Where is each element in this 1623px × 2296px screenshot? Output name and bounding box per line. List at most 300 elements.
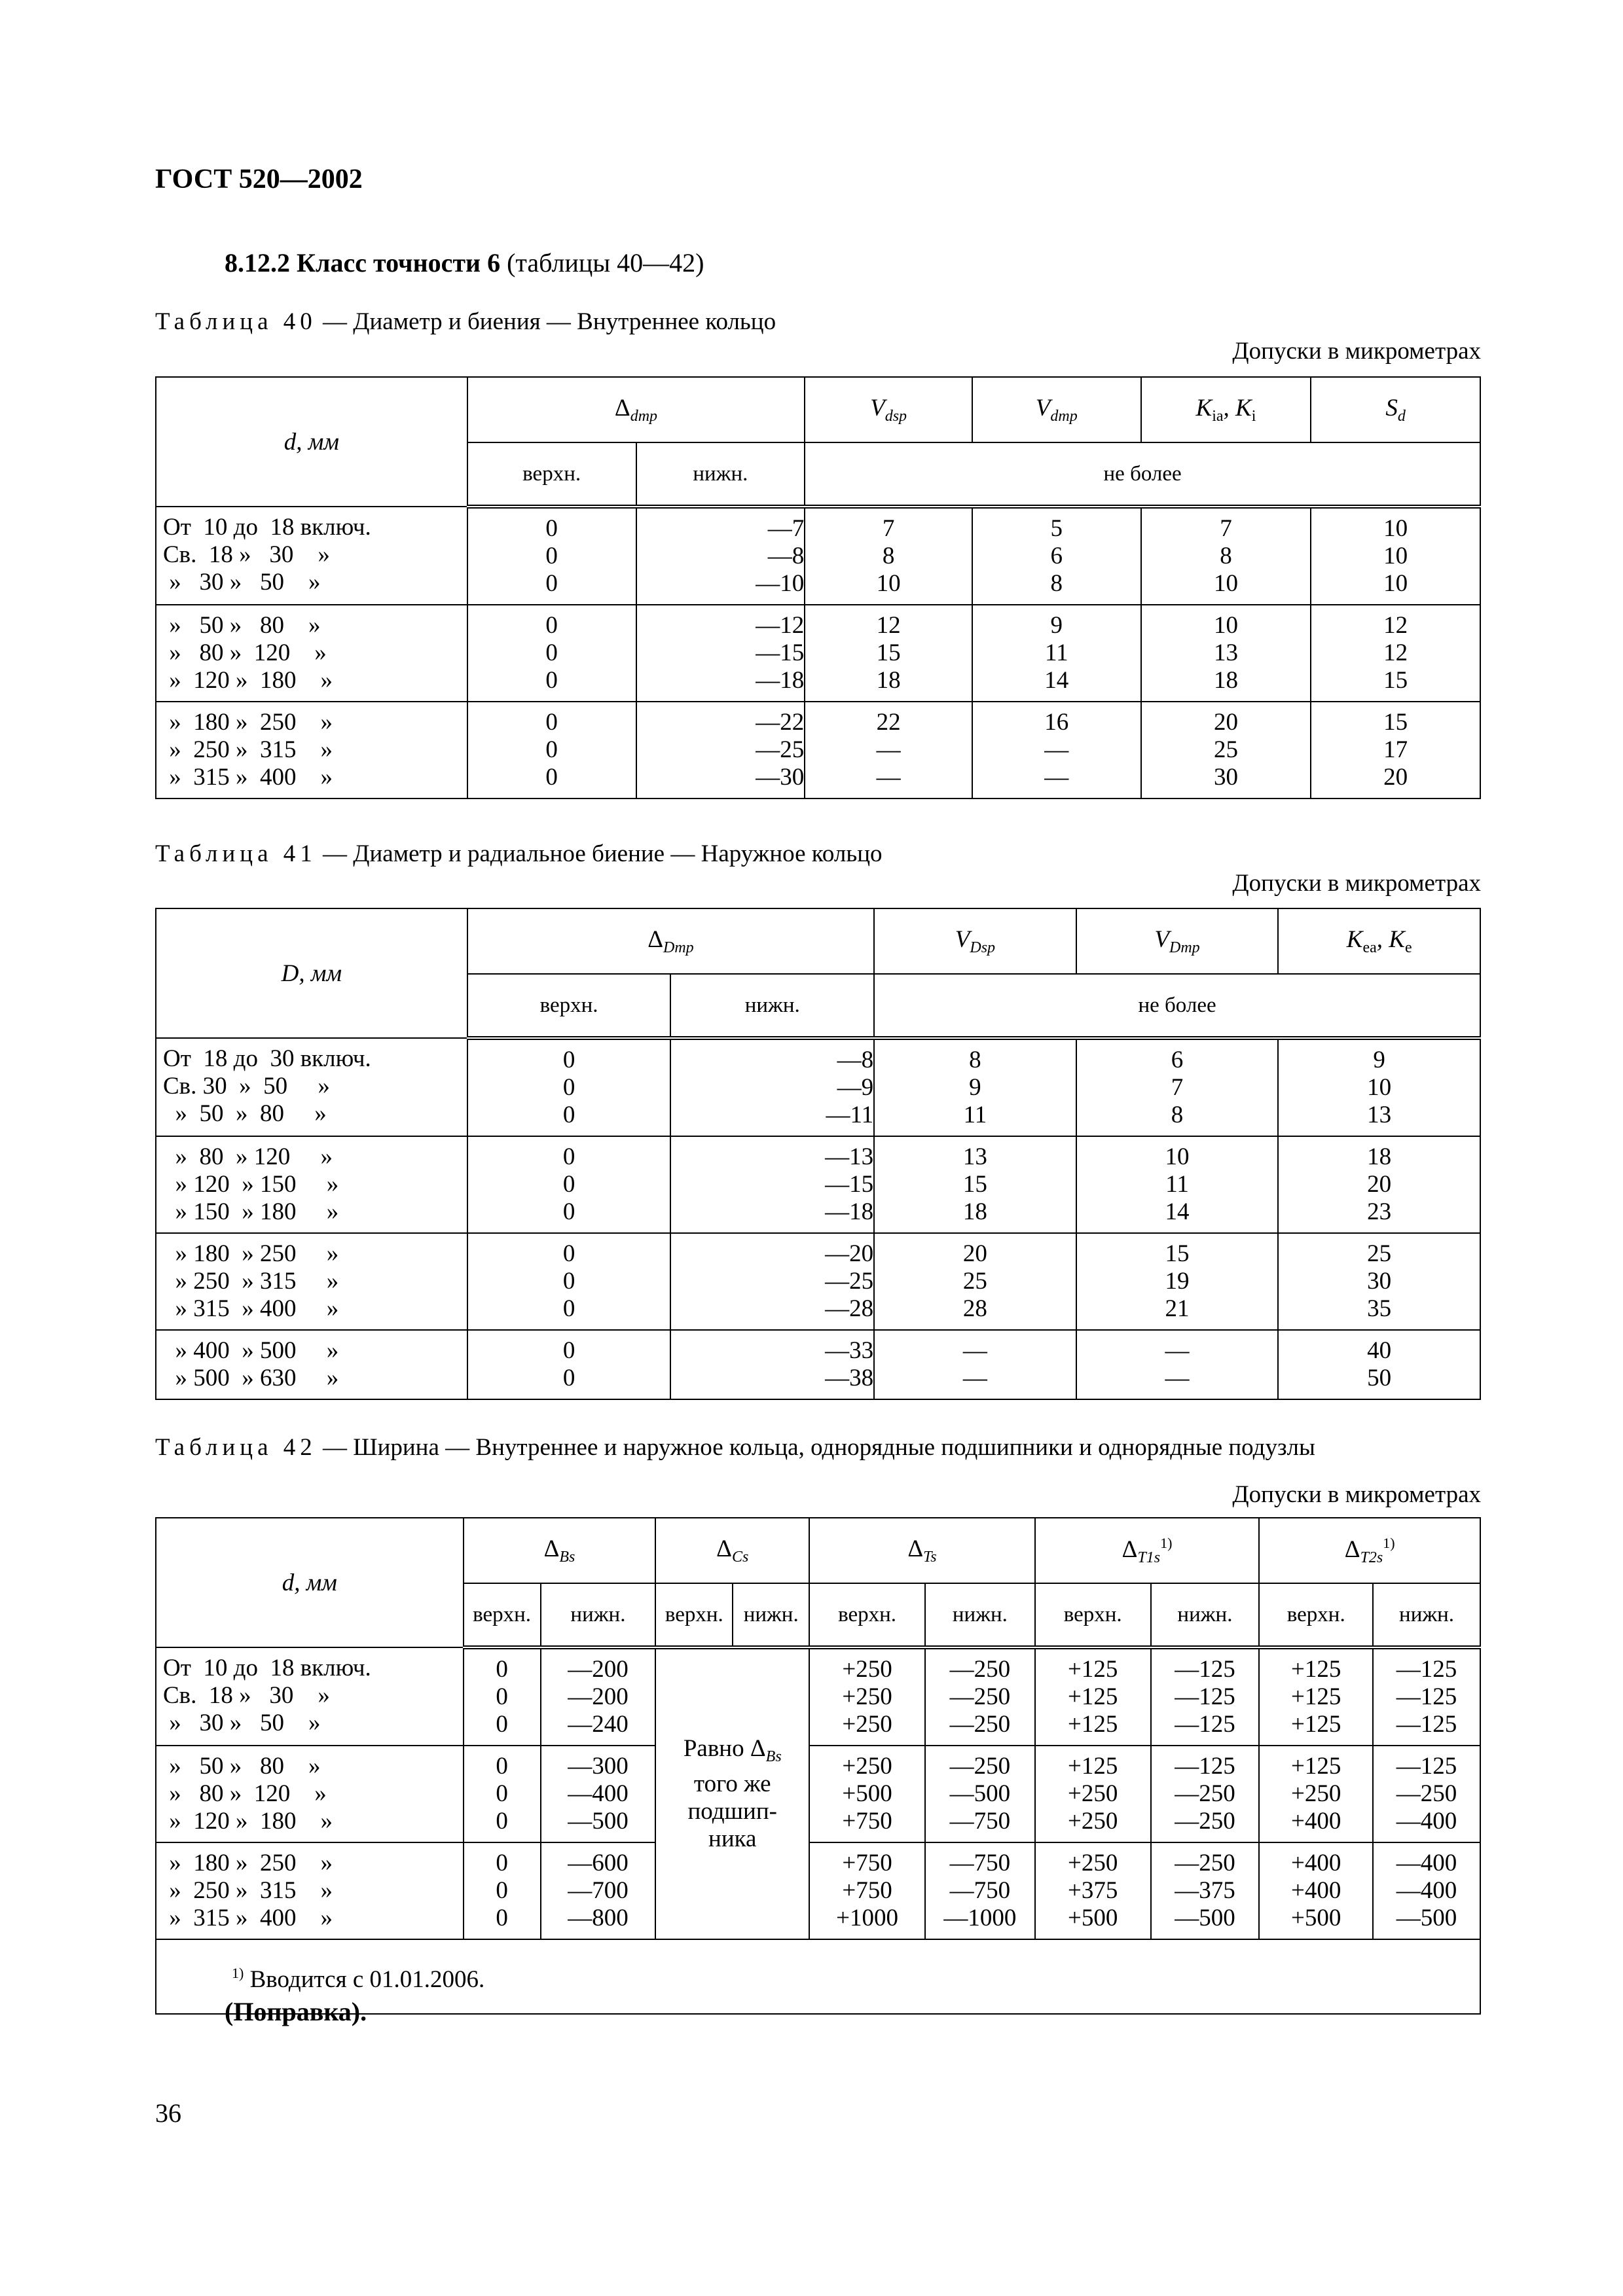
table42-units: Допуски в микрометрах <box>1232 1481 1481 1508</box>
cell-value: » 180 » 250 » <box>163 1850 333 1876</box>
cell-value: +400 <box>1291 1808 1341 1835</box>
cell-value: +125 <box>1291 1683 1341 1710</box>
value-cell-lines <box>1036 1656 1150 1738</box>
value-cell <box>1259 1842 1373 1939</box>
value-cell <box>670 1038 874 1136</box>
cell-value: 0 <box>545 543 558 569</box>
cell-value: 0 <box>562 1337 575 1364</box>
cell-value: —400 <box>568 1780 629 1807</box>
col-subheader-upper: верхн. <box>464 1583 541 1647</box>
cell-value: 40 <box>1367 1337 1392 1364</box>
value-cell-lines <box>468 612 636 694</box>
merged-sub: Bs <box>765 1748 782 1765</box>
cell-value: 0 <box>496 1753 508 1780</box>
amendment-note: (Поправка). <box>225 1997 367 2026</box>
merged-line: того же <box>693 1770 771 1797</box>
row-label-cell <box>156 1746 464 1842</box>
cell-value: » 120 » 180 » <box>163 1808 333 1835</box>
value-cell-lines <box>1152 1850 1259 1932</box>
cell-value: —250 <box>1396 1780 1457 1807</box>
cell-value: +250 <box>842 1711 892 1738</box>
cell-value: —250 <box>949 1656 1011 1683</box>
col-header-sd: $S_d$ <box>1311 377 1480 442</box>
cell-value: 10 <box>1383 570 1408 597</box>
section-number: 8.12.2 <box>225 248 290 278</box>
cell-value: +125 <box>1067 1711 1118 1738</box>
value-cell-lines <box>810 1656 924 1738</box>
value-cell-lines <box>1152 1753 1259 1835</box>
value-cell <box>1141 605 1311 702</box>
value-cell <box>805 702 972 798</box>
row-label-cell <box>156 1647 464 1746</box>
cell-value: » 500 » 630 » <box>163 1365 339 1391</box>
cell-value: » 315 » 400 » <box>163 1905 333 1931</box>
value-cell-lines <box>875 1337 1076 1392</box>
cell-value: 7 <box>1171 1074 1184 1101</box>
cell-value: —250 <box>1175 1850 1235 1876</box>
value-cell <box>1373 1746 1480 1842</box>
col-header-delta-Dmp: $\Delta_{Dmp}$ <box>467 908 874 974</box>
value-cell <box>1373 1842 1480 1939</box>
value-cell-lines <box>1142 612 1311 694</box>
value-cell-lines <box>1311 515 1480 598</box>
cell-value: —200 <box>568 1656 629 1683</box>
cell-value: 0 <box>562 1171 575 1198</box>
section-title: Класс точности 6 <box>297 248 501 278</box>
value-cell-lines <box>973 612 1140 694</box>
col-header-vDsp: $V_{Dsp}$ <box>874 908 1076 974</box>
cell-value: —750 <box>949 1877 1011 1904</box>
cell-value: —750 <box>949 1808 1011 1835</box>
cell-value: —125 <box>1175 1753 1235 1780</box>
cell-value: 18 <box>876 667 901 694</box>
cell-value: — <box>1044 736 1069 763</box>
value-cell-lines <box>805 612 972 694</box>
footnote-text: Вводится с 01.01.2006. <box>249 1966 485 1993</box>
cell-value: Св. 18 » 30 » <box>163 1682 330 1709</box>
value-cell <box>1076 1233 1279 1330</box>
row-label-cell <box>156 1842 464 1939</box>
col-subheader-upper: верхн. <box>467 974 671 1038</box>
value-cell-lines <box>541 1656 655 1738</box>
cell-value: » 120 » 150 » <box>163 1171 339 1198</box>
cell-value: —300 <box>568 1753 629 1780</box>
merged-line: подшип- <box>687 1798 777 1825</box>
col-subheader-upper: верхн. <box>655 1583 733 1647</box>
footnote-mark: 1) <box>232 1965 244 1981</box>
table-row-group <box>156 1136 1480 1233</box>
value-cell <box>467 1233 671 1330</box>
cell-value: От 10 до 18 включ. <box>163 1655 371 1681</box>
row-label-cell-lines <box>163 1753 463 1835</box>
cell-value: +500 <box>1067 1905 1118 1931</box>
cell-value: 20 <box>1367 1171 1392 1198</box>
value-cell <box>670 1330 874 1399</box>
value-cell <box>805 507 972 605</box>
col-subheader-lower: нижн. <box>733 1583 809 1647</box>
cell-value: —800 <box>568 1905 629 1931</box>
cell-value: 0 <box>496 1808 508 1835</box>
cell-value: +125 <box>1067 1656 1118 1683</box>
value-cell <box>874 1038 1076 1136</box>
table-row-group <box>156 1842 1480 1939</box>
merged-line <box>656 1735 809 1770</box>
cell-value: 12 <box>876 612 901 639</box>
cell-value: 0 <box>562 1047 575 1073</box>
merged-line: ника <box>708 1825 757 1852</box>
cell-value: 11 <box>963 1102 987 1128</box>
cell-value: —22 <box>756 709 805 736</box>
cell-value: 8 <box>969 1047 981 1073</box>
value-cell <box>1278 1233 1480 1330</box>
value-cell <box>467 1136 671 1233</box>
cell-value: 10 <box>1213 612 1238 639</box>
cell-value: +500 <box>1291 1905 1341 1931</box>
cell-value: +375 <box>1067 1877 1118 1904</box>
value-cell-lines <box>1279 1337 1480 1392</box>
cell-value: +250 <box>842 1656 892 1683</box>
cell-value: 10 <box>876 570 901 597</box>
value-cell-lines <box>1374 1850 1480 1932</box>
cell-value: » 50 » 80 » <box>163 1100 327 1127</box>
col-subheader-lower: нижн. <box>636 442 805 507</box>
cell-value: —9 <box>837 1074 874 1101</box>
cell-value: 12 <box>1383 639 1408 666</box>
value-cell-lines <box>464 1753 540 1835</box>
cell-value: —375 <box>1175 1877 1235 1904</box>
table41-body <box>156 1038 1480 1399</box>
cell-value: —33 <box>825 1337 874 1364</box>
value-cell <box>467 507 636 605</box>
cell-value: От 10 до 18 включ. <box>163 514 371 541</box>
value-cell-lines <box>805 709 972 791</box>
cell-value: —38 <box>825 1365 874 1391</box>
cell-value: 0 <box>562 1074 575 1101</box>
cell-value: —125 <box>1175 1656 1235 1683</box>
value-cell-lines <box>1077 1143 1278 1226</box>
cell-value: 8 <box>882 543 895 569</box>
value-cell-lines <box>1260 1850 1372 1932</box>
cell-value: 10 <box>1213 570 1238 597</box>
cell-value: —10 <box>756 570 805 597</box>
cell-value: 12 <box>1383 612 1408 639</box>
cell-value: — <box>876 764 901 791</box>
cell-value: 11 <box>1165 1171 1189 1198</box>
col-header-delta-dmp: $\Delta_{dmp}$ <box>467 377 805 442</box>
col-header-D: D, мм <box>156 908 467 1038</box>
value-cell-lines <box>671 1047 873 1129</box>
cell-value: —15 <box>756 639 805 666</box>
cell-value: — <box>876 736 901 763</box>
section-heading <box>225 247 704 278</box>
cell-value: От 18 до 30 включ. <box>163 1045 371 1072</box>
col-header-delta-cs: $\Delta_{Cs}$ <box>655 1518 809 1583</box>
cell-value: —250 <box>949 1711 1011 1738</box>
value-cell <box>1278 1330 1480 1399</box>
cell-value: 0 <box>496 1656 508 1683</box>
cell-value: +125 <box>1067 1683 1118 1710</box>
cell-value: 0 <box>545 667 558 694</box>
cell-value: —250 <box>1175 1808 1235 1835</box>
cell-value: » 180 » 250 » <box>163 1240 339 1267</box>
cell-value: —500 <box>568 1808 629 1835</box>
cell-value: +125 <box>1291 1656 1341 1683</box>
col-header-vDmp: $V_{Dmp}$ <box>1076 908 1279 974</box>
value-cell <box>1076 1136 1279 1233</box>
value-cell <box>1035 1647 1151 1746</box>
cell-value: 10 <box>1383 515 1408 542</box>
value-cell-lines <box>973 515 1140 598</box>
col-subheader-lower: нижн. <box>925 1583 1035 1647</box>
value-cell <box>874 1233 1076 1330</box>
document-header: ГОСТ 520—2002 <box>155 164 363 194</box>
col-header-delta-t1s: $\Delta_{T1s}^{1)}$ <box>1035 1518 1260 1583</box>
cell-value: 0 <box>496 1877 508 1904</box>
cell-value: » 30 » 50 » <box>163 569 321 596</box>
cell-value: +250 <box>1291 1780 1341 1807</box>
value-cell-lines <box>1142 515 1311 598</box>
cell-value: 15 <box>1383 709 1408 736</box>
cell-value: » 120 » 180 » <box>163 667 333 694</box>
cell-value: 0 <box>545 515 558 542</box>
col-header-kia: $K_{ia}$, $K_i$ <box>1141 377 1311 442</box>
cell-value: +1000 <box>836 1905 898 1931</box>
cell-value: 0 <box>562 1102 575 1128</box>
value-cell-lines <box>637 612 805 694</box>
cell-value: 30 <box>1367 1268 1392 1295</box>
cell-value: +125 <box>1291 1711 1341 1738</box>
table40-body <box>156 507 1480 798</box>
cell-value: 8 <box>1050 570 1063 597</box>
col-header-vdsp: $V_{dsp}$ <box>805 377 972 442</box>
table-row-group <box>156 1746 1480 1842</box>
cell-value: —500 <box>1396 1905 1457 1931</box>
table-row-group <box>156 1330 1480 1399</box>
cell-value: 20 <box>1383 764 1408 791</box>
cell-value: 9 <box>1050 612 1063 639</box>
table41-caption: Таблица 41 — Диаметр и радиальное биение — Наружное кольцо <box>155 840 883 867</box>
cell-value: 21 <box>1165 1295 1190 1322</box>
value-cell-lines <box>1152 1656 1259 1738</box>
value-cell <box>464 1842 541 1939</box>
cell-value: 0 <box>545 612 558 639</box>
cell-value: 15 <box>1383 667 1408 694</box>
value-cell-lines <box>1279 1047 1480 1129</box>
value-cell-lines <box>1260 1753 1372 1835</box>
cell-value: » 80 » 120 » <box>163 1143 333 1170</box>
value-cell-lines <box>810 1753 924 1835</box>
cell-value: 13 <box>1213 639 1238 666</box>
cell-value: » 250 » 315 » <box>163 1268 339 1295</box>
value-cell <box>1151 1647 1260 1746</box>
value-cell-lines <box>1077 1240 1278 1323</box>
table40-units: Допуски в микрометрах <box>1232 338 1481 365</box>
value-cell <box>464 1746 541 1842</box>
cell-value: —400 <box>1396 1850 1457 1876</box>
cell-value: 15 <box>962 1171 987 1198</box>
cell-value: —500 <box>949 1780 1011 1807</box>
cell-value: 9 <box>969 1074 981 1101</box>
cell-value: +400 <box>1291 1850 1341 1876</box>
cell-value: — <box>962 1365 987 1391</box>
cell-value: —30 <box>756 764 805 791</box>
cell-value: —250 <box>949 1753 1011 1780</box>
row-label-cell <box>156 702 467 798</box>
value-cell <box>809 1647 925 1746</box>
cell-value: 0 <box>545 570 558 597</box>
value-cell-lines <box>468 709 636 791</box>
cell-value: » 400 » 500 » <box>163 1337 339 1364</box>
value-cell <box>467 1330 671 1399</box>
table-41 <box>155 908 1481 1400</box>
col-subheader-upper: верхн. <box>1259 1583 1373 1647</box>
row-label-cell-lines <box>163 1240 467 1323</box>
value-cell <box>670 1233 874 1330</box>
cell-value: —8 <box>767 543 805 569</box>
cell-value: 0 <box>562 1240 575 1267</box>
value-cell <box>541 1842 656 1939</box>
col-subheader-lower: нижн. <box>1151 1583 1260 1647</box>
value-cell <box>805 605 972 702</box>
value-cell-lines <box>541 1850 655 1932</box>
cell-value: — <box>962 1337 987 1364</box>
cell-value: » 250 » 315 » <box>163 736 333 763</box>
table-40 <box>155 376 1481 799</box>
cell-value: 14 <box>1165 1198 1190 1225</box>
cell-value: 7 <box>1220 515 1232 542</box>
value-cell-lines <box>926 1753 1034 1835</box>
table-row-group <box>156 1038 1480 1136</box>
value-cell <box>1278 1136 1480 1233</box>
cell-value: +400 <box>1291 1877 1341 1904</box>
row-label-cell <box>156 1136 467 1233</box>
value-cell-lines <box>1036 1753 1150 1835</box>
cell-value: 14 <box>1044 667 1069 694</box>
cell-value: 20 <box>1213 709 1238 736</box>
cell-value: +250 <box>842 1753 892 1780</box>
cell-value: 5 <box>1050 515 1063 542</box>
table-row-group <box>156 605 1480 702</box>
cell-value: 15 <box>876 639 901 666</box>
cell-value: —7 <box>767 515 805 542</box>
value-cell <box>972 507 1141 605</box>
value-cell <box>1278 1038 1480 1136</box>
cell-value: — <box>1044 764 1069 791</box>
cell-value: 18 <box>1213 667 1238 694</box>
cell-value: —240 <box>568 1711 629 1738</box>
cell-value: — <box>1165 1365 1190 1391</box>
value-cell <box>670 1136 874 1233</box>
cell-value: +750 <box>842 1850 892 1876</box>
table-row-group <box>156 1647 1480 1746</box>
cell-value: —15 <box>825 1171 874 1198</box>
value-cell <box>636 507 805 605</box>
value-cell <box>1311 507 1480 605</box>
cell-value: +250 <box>842 1683 892 1710</box>
cell-value: 6 <box>1171 1047 1184 1073</box>
cell-value: 0 <box>562 1365 575 1391</box>
cell-value: 19 <box>1165 1268 1190 1295</box>
page-number: 36 <box>155 2098 181 2128</box>
col-subheader-upper: верхн. <box>467 442 636 507</box>
col-subheader-upper: верхн. <box>809 1583 925 1647</box>
cell-value: 0 <box>562 1268 575 1295</box>
cell-value: —1000 <box>943 1905 1017 1931</box>
cell-value: 25 <box>1367 1240 1392 1267</box>
value-cell <box>541 1746 656 1842</box>
cell-value: +125 <box>1291 1753 1341 1780</box>
value-cell-lines <box>1279 1240 1480 1323</box>
value-cell-lines <box>468 1337 670 1392</box>
cell-value: » 180 » 250 » <box>163 709 333 736</box>
value-cell-lines <box>810 1850 924 1932</box>
cell-value: —125 <box>1175 1683 1235 1710</box>
cell-value: Св. 30 » 50 » <box>163 1073 330 1100</box>
section-note: (таблицы 40—42) <box>507 248 704 278</box>
cell-value: 9 <box>1373 1047 1385 1073</box>
cell-value: 11 <box>1044 639 1068 666</box>
cell-value: —25 <box>825 1268 874 1295</box>
table-row-group <box>156 702 1480 798</box>
value-cell-lines <box>671 1240 873 1323</box>
cell-value: 23 <box>1367 1198 1392 1225</box>
value-cell <box>809 1842 925 1939</box>
cell-value: 0 <box>562 1143 575 1170</box>
col-header-delta-t2s: $\Delta_{T2s}^{1)}$ <box>1259 1518 1480 1583</box>
row-label-cell <box>156 605 467 702</box>
value-cell <box>925 1842 1035 1939</box>
value-cell <box>1311 702 1480 798</box>
value-cell <box>1151 1746 1260 1842</box>
value-cell-lines <box>875 1047 1076 1129</box>
cell-value: 10 <box>1165 1143 1190 1170</box>
value-cell-lines <box>464 1656 540 1738</box>
value-cell <box>636 605 805 702</box>
value-cell <box>925 1746 1035 1842</box>
value-cell-lines <box>468 1240 670 1323</box>
col-subheader-upper: верхн. <box>1035 1583 1151 1647</box>
table42-caption: Таблица 42 — Ширина — Внутреннее и наружное кольца, однорядные подшипники и однорядные подузлы <box>155 1434 1315 1461</box>
row-label-cell-lines <box>163 612 467 694</box>
table-42 <box>155 1517 1481 2015</box>
col-subheader-lower: нижн. <box>1373 1583 1480 1647</box>
col-header-vdmp: $V_{dmp}$ <box>972 377 1141 442</box>
row-label-cell-lines <box>163 514 467 596</box>
value-cell <box>874 1330 1076 1399</box>
cell-value: 0 <box>562 1198 575 1225</box>
value-cell <box>1311 605 1480 702</box>
cell-value: 50 <box>1367 1365 1392 1391</box>
cell-value: +250 <box>1067 1850 1118 1876</box>
cell-value: —500 <box>1175 1905 1235 1931</box>
value-cell <box>1035 1842 1151 1939</box>
cell-value: — <box>1165 1337 1190 1364</box>
cell-value: —750 <box>949 1850 1011 1876</box>
row-label-cell-lines <box>163 1045 467 1128</box>
cell-value: 28 <box>962 1295 987 1322</box>
cell-value: 8 <box>1220 543 1232 569</box>
value-cell <box>1373 1647 1480 1746</box>
value-cell-lines <box>468 515 636 598</box>
cell-value: +750 <box>842 1808 892 1835</box>
cell-value: —12 <box>756 612 805 639</box>
cell-value: 13 <box>1367 1102 1392 1128</box>
value-cell <box>467 605 636 702</box>
cell-value: 35 <box>1367 1295 1392 1322</box>
value-cell-lines <box>464 1850 540 1932</box>
cell-value: 13 <box>962 1143 987 1170</box>
value-cell-lines <box>1311 709 1480 791</box>
